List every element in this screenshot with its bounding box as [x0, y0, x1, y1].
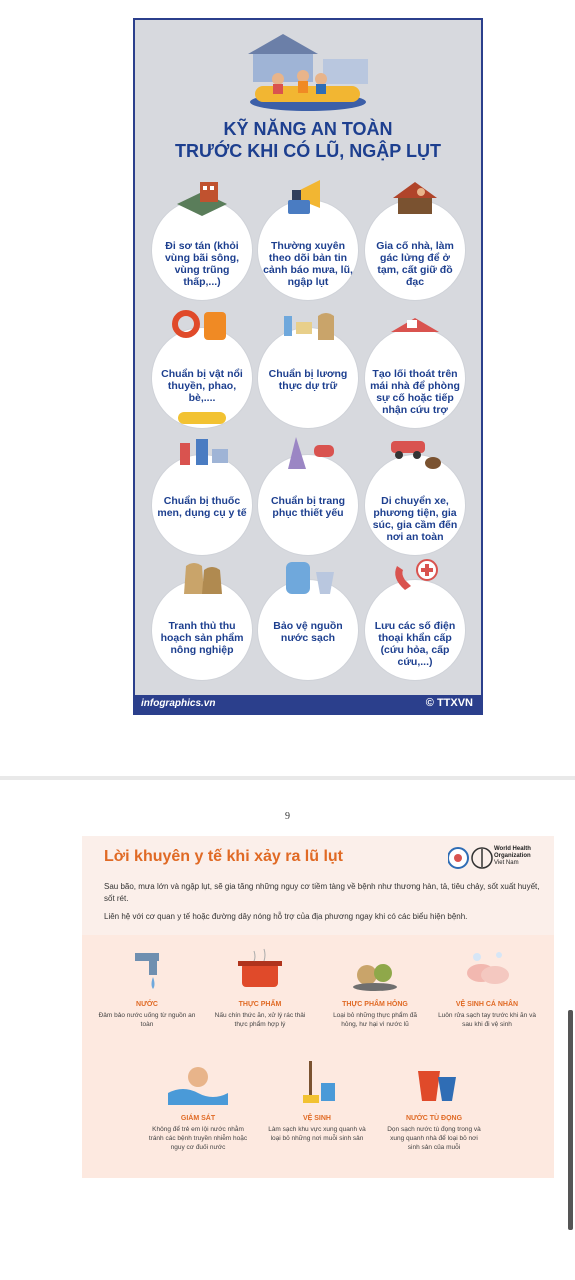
- tip-circle-emergency: [365, 580, 465, 680]
- advice-desc: Làm sạch khu vực xung quanh và loại bỏ những nơi muỗi sinh sản: [268, 1126, 366, 1142]
- page-separator: [0, 776, 575, 780]
- hand-wash-icon: [437, 943, 537, 993]
- roof-exit-icon: [385, 306, 445, 344]
- scrollbar[interactable]: [568, 1010, 573, 1230]
- tip-circle-harvest: [152, 580, 252, 680]
- tip-text: Tranh thủ thu hoạch sản phẩm nông nghiệp: [160, 620, 244, 656]
- advice-label: VỆ SINH: [302, 1115, 331, 1122]
- tip-circle-monitor: [258, 200, 358, 300]
- tip-text: Đi sơ tán (khỏi vùng bãi sông, vùng trũng thấp,...): [164, 240, 240, 288]
- advice-desc: Luôn rửa sạch tay trước khi ăn và sau khi đi vệ sinh: [438, 1012, 536, 1028]
- cooking-pot-icon: [210, 943, 310, 993]
- source-label: infographics.vn: [141, 698, 216, 709]
- tip-text: Chuẩn bị lương thực dự trữ: [268, 368, 348, 392]
- poster-footer: [133, 695, 483, 715]
- who-health-advice: [82, 836, 554, 1178]
- who-org-name: World Health Organization Viet Nam: [494, 846, 531, 866]
- brand-label: © TTXVN: [425, 697, 473, 709]
- advice-desc: Không để trẻ em lội nước nhằm tránh các bệnh truyền nhiễm hoặc nguy cơ đuối nước: [148, 1126, 248, 1151]
- poster-title-line2: TRƯỚC KHI CÓ LŨ, NGẬP LỤT: [175, 141, 441, 161]
- tip-circle-clothing: [258, 455, 358, 555]
- advice-item: [267, 1057, 367, 1143]
- advice-label: NƯỚC TÙ ĐỌNG: [405, 1115, 463, 1122]
- car-livestock-icon: [385, 433, 445, 471]
- tip-text: Chuẩn bị vật nổi thuyền, phao, bè,....: [161, 368, 243, 404]
- food-supplies-icon: [278, 306, 338, 344]
- raincoat-icon: [278, 433, 338, 471]
- rice-sack-icon: [172, 558, 232, 596]
- who-intro-1: Sau bão, mưa lớn và ngập lụt, sẽ gia tăng những nguy cơ tiềm tàng về bệnh như thương hàn, tả, tiêu chảy, sốt xuất huyết, sốt rét.: [104, 882, 540, 903]
- tip-circle-evacuate: [152, 200, 252, 300]
- advice-label: NƯỚC: [136, 1001, 158, 1008]
- water-tap-icon: [97, 943, 197, 993]
- tip-text: Chuẩn bị trang phục thiết yếu: [270, 495, 346, 519]
- advice-label: VỆ SINH CÁ NHÂN: [455, 1001, 519, 1008]
- tip-circle-float: [152, 328, 252, 428]
- medicine-icon: [172, 433, 232, 471]
- advice-label: THỰC PHẨM: [238, 1001, 282, 1008]
- tip-text: Thường xuyên theo dõi bản tin cảnh báo mưa, lũ, ngập lụt: [263, 240, 353, 288]
- who-intro-2: Liên hệ với cơ quan y tế hoặc đường dây nóng hỗ trợ của địa phương ngay khi có các biểu hiện bệnh.: [104, 912, 468, 921]
- advice-desc: Nấu chín thức ăn, xử lý rác thải thực phẩm hợp lý: [214, 1012, 306, 1028]
- rescue-boat-illustration: [233, 24, 383, 119]
- advice-item: [210, 943, 310, 1029]
- emergency-phone-icon: [385, 558, 445, 596]
- who-advice-grid: [82, 935, 554, 1178]
- tip-circle-reinforce: [365, 200, 465, 300]
- lifebuoy-vest-icon: [172, 306, 232, 344]
- map-building-icon: [172, 178, 232, 216]
- tip-circle-vehicles: [365, 455, 465, 555]
- tip-circle-medicine: [152, 455, 252, 555]
- who-title: Lời khuyên y tế khi xảy ra lũ lụt: [104, 848, 343, 865]
- water-jug-icon: [278, 558, 338, 596]
- advice-desc: Loại bỏ những thực phẩm đã hỏng, hư hại vì nước lũ: [333, 1012, 417, 1028]
- bucket-icon: [384, 1057, 484, 1107]
- tip-text: Bảo vệ nguồn nước sạch: [273, 620, 343, 644]
- tip-circle-food: [258, 328, 358, 428]
- advice-item: [437, 943, 537, 1029]
- raft-icon: [176, 408, 228, 428]
- megaphone-phone-icon: [278, 178, 338, 216]
- advice-item: [325, 943, 425, 1029]
- house-repair-icon: [385, 178, 445, 216]
- poster-title-line1: KỸ NĂNG AN TOÀN: [223, 119, 393, 139]
- tip-text: Di chuyển xe, phương tiện, gia súc, gia cầm đến nơi an toàn: [372, 495, 458, 543]
- tip-text: Tạo lối thoát trên mái nhà để phòng sự cố hoặc tiếp nhận cứu trợ: [370, 368, 460, 416]
- poster-title: [133, 118, 483, 162]
- advice-label: THỰC PHẨM HỎNG: [342, 1001, 408, 1008]
- tip-circle-water: [258, 580, 358, 680]
- advice-desc: Đảm bảo nước uống từ nguồn an toàn: [98, 1012, 196, 1028]
- cleaning-tools-icon: [267, 1057, 367, 1107]
- advice-item: [384, 1057, 484, 1152]
- child-in-water-icon: [148, 1057, 248, 1107]
- tip-text: Lưu các số điện thoại khẩn cấp (cứu hỏa, cấp cứu,...): [374, 620, 456, 668]
- who-header: [82, 836, 554, 935]
- tip-text: Chuẩn bị thuốc men, dụng cụ y tế: [157, 495, 247, 519]
- advice-item: [97, 943, 197, 1029]
- advice-item: [148, 1057, 248, 1152]
- tip-circle-roof-exit: [365, 328, 465, 428]
- page-number: 9: [285, 811, 290, 822]
- advice-label: GIÁM SÁT: [180, 1115, 216, 1122]
- spoiled-food-icon: [325, 943, 425, 993]
- tip-text: Gia cố nhà, làm gác lửng để ở tạm, cất giữ đồ đạc: [376, 240, 454, 288]
- flood-safety-infographic: [133, 18, 483, 715]
- advice-desc: Dọn sạch nước tù đọng trong và xung quanh nhà để loại bỏ nơi sinh sản của muỗi: [387, 1126, 481, 1151]
